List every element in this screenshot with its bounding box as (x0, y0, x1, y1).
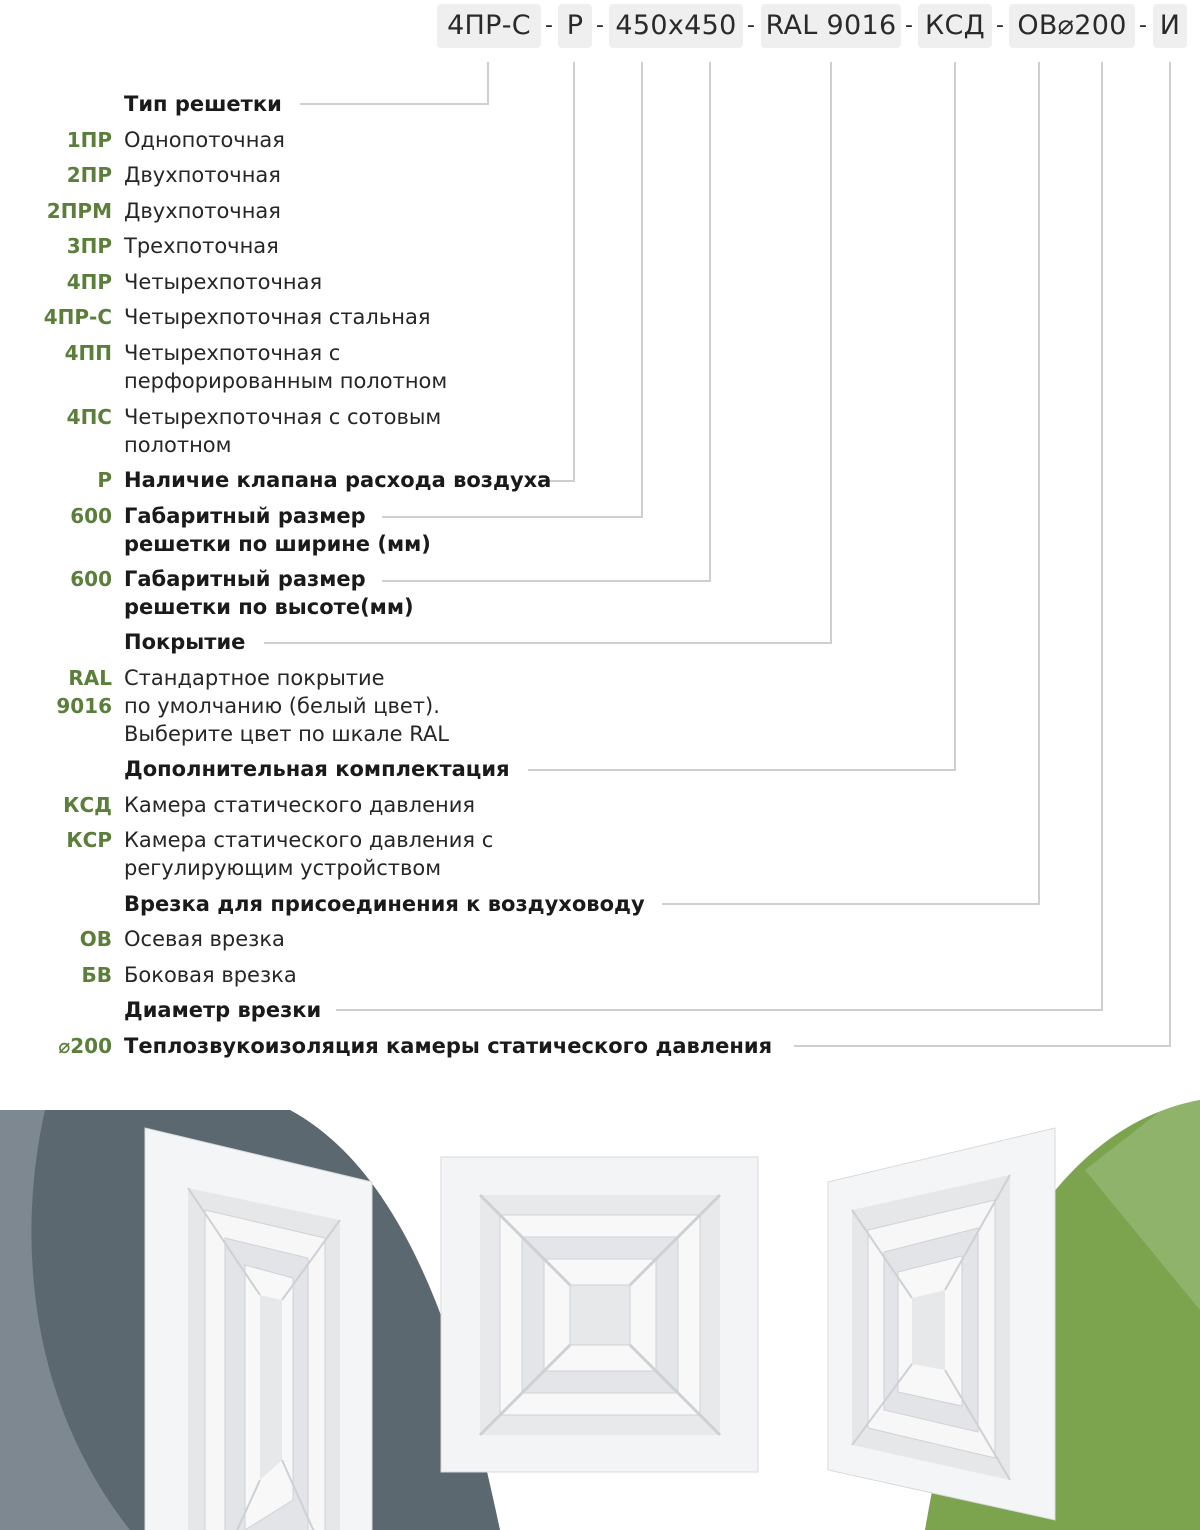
spec-description-line: Покрытие (124, 630, 246, 654)
spec-description-line: полотном (124, 433, 232, 457)
spec-description (124, 303, 430, 331)
spec-description-line: перфорированным полотном (124, 369, 448, 393)
code-chip-coating: RAL 9016 (761, 4, 901, 48)
spec-description (124, 161, 281, 189)
code-chip-type: 4ПР-С (437, 4, 541, 48)
leader-line-connection (662, 62, 1039, 904)
spec-code: ОВ (79, 927, 112, 951)
spec-description (124, 268, 322, 296)
spec-description-line: Наличие клапана расхода воздуха (124, 468, 552, 492)
spec-description (124, 339, 447, 395)
code-separator: - (1139, 13, 1147, 38)
spec-description-line: Теплозвукоизоляция камеры статического давления (124, 1034, 773, 1058)
spec-description-line: Четырехпоточная с (124, 341, 341, 365)
code-separator: - (747, 13, 755, 38)
leader-line-equipment (528, 62, 955, 770)
spec-description-line: решетки по высоте(мм) (124, 595, 414, 619)
code-chip-size: 450х450 (609, 4, 743, 48)
spec-description (124, 791, 475, 819)
spec-code: 4ПР-С (43, 305, 112, 329)
ceiling-diffuser-left-view (145, 1128, 372, 1530)
spec-description-line: Камера статического давления (124, 793, 476, 817)
spec-description-line: Однопоточная (124, 128, 285, 152)
spec-description (124, 403, 441, 459)
spec-heading (124, 466, 551, 494)
leader-line-type (300, 62, 488, 104)
spec-description-line: решетки по ширине (мм) (124, 532, 431, 556)
spec-code: 4ПП (64, 341, 112, 365)
code-separator: - (545, 13, 553, 38)
code-separator: - (596, 13, 604, 38)
ceiling-diffuser-right-view (828, 1128, 1055, 1520)
spec-description-line: Камера статического давления с (124, 828, 494, 852)
spec-code: 600 (70, 504, 112, 528)
spec-description (124, 925, 285, 953)
spec-description-line: Тип решетки (124, 92, 282, 116)
spec-description-line: Двухпоточная (124, 163, 281, 187)
spec-code: ⌀200 (58, 1034, 112, 1058)
spec-description-line: Четырехпоточная (124, 270, 323, 294)
spec-heading (124, 1032, 772, 1060)
code-chip-valve: Р (558, 4, 592, 48)
product-illustration (0, 1060, 1200, 1530)
spec-description-line: Габаритный размер (124, 504, 366, 528)
spec-description (124, 197, 281, 225)
spec-code: 1ПР (66, 128, 112, 152)
spec-description-line: Трехпоточная (124, 234, 279, 258)
spec-heading (124, 502, 431, 558)
spec-description-line: Четырехпоточная стальная (124, 305, 431, 329)
spec-code: 4ПС (66, 405, 112, 429)
spec-description (124, 961, 297, 989)
spec-code: БВ (81, 963, 112, 987)
spec-code: Р (97, 468, 112, 492)
spec-code: КСД (63, 793, 112, 817)
code-separator: - (905, 13, 913, 38)
spec-description (124, 232, 279, 260)
spec-description-line: Выберите цвет по шкале RAL (124, 722, 450, 746)
spec-code: 600 (70, 567, 112, 591)
spec-description-line: Двухпоточная (124, 199, 281, 223)
code-chip-connection: ОВ⌀200 (1009, 4, 1135, 48)
spec-description-line: Врезка для присоединения к воздуховоду (124, 892, 645, 916)
ceiling-diffuser-front-view (441, 1157, 758, 1472)
spec-heading (124, 755, 510, 783)
spec-heading (124, 90, 282, 118)
spec-description-line: Дополнительная комплектация (124, 757, 510, 781)
spec-description-line: Диаметр врезки (124, 998, 322, 1022)
order-code-strip (0, 0, 1200, 60)
code-chip-insulation: И (1153, 4, 1187, 48)
spec-heading (124, 890, 645, 918)
spec-code: 2ПРМ (46, 199, 112, 223)
code-chip-equipment: КСД (918, 4, 992, 48)
spec-heading (124, 996, 321, 1024)
spec-description-line: по умолчанию (белый цвет). (124, 694, 440, 718)
spec-description (124, 826, 493, 882)
spec-description-line: Осевая врезка (124, 927, 285, 951)
spec-description-line: регулирующим устройством (124, 856, 442, 880)
code-separator: - (996, 13, 1004, 38)
spec-description (124, 126, 285, 154)
spec-code: 3ПР (66, 234, 112, 258)
leader-line-height (382, 62, 710, 581)
spec-description-line: Габаритный размер (124, 567, 366, 591)
spec-description-line: Стандартное покрытие (124, 666, 385, 690)
spec-code: 4ПР (66, 270, 112, 294)
leader-line-valve (540, 62, 574, 481)
spec-description (124, 664, 449, 748)
leader-line-insulation (794, 62, 1170, 1046)
spec-code: RAL 9016 (56, 666, 112, 718)
spec-description-line: Четырехпоточная с сотовым (124, 405, 442, 429)
spec-heading (124, 565, 414, 621)
spec-heading (124, 628, 245, 656)
spec-code: КСР (66, 828, 112, 852)
spec-code: 2ПР (66, 163, 112, 187)
spec-description-line: Боковая врезка (124, 963, 297, 987)
